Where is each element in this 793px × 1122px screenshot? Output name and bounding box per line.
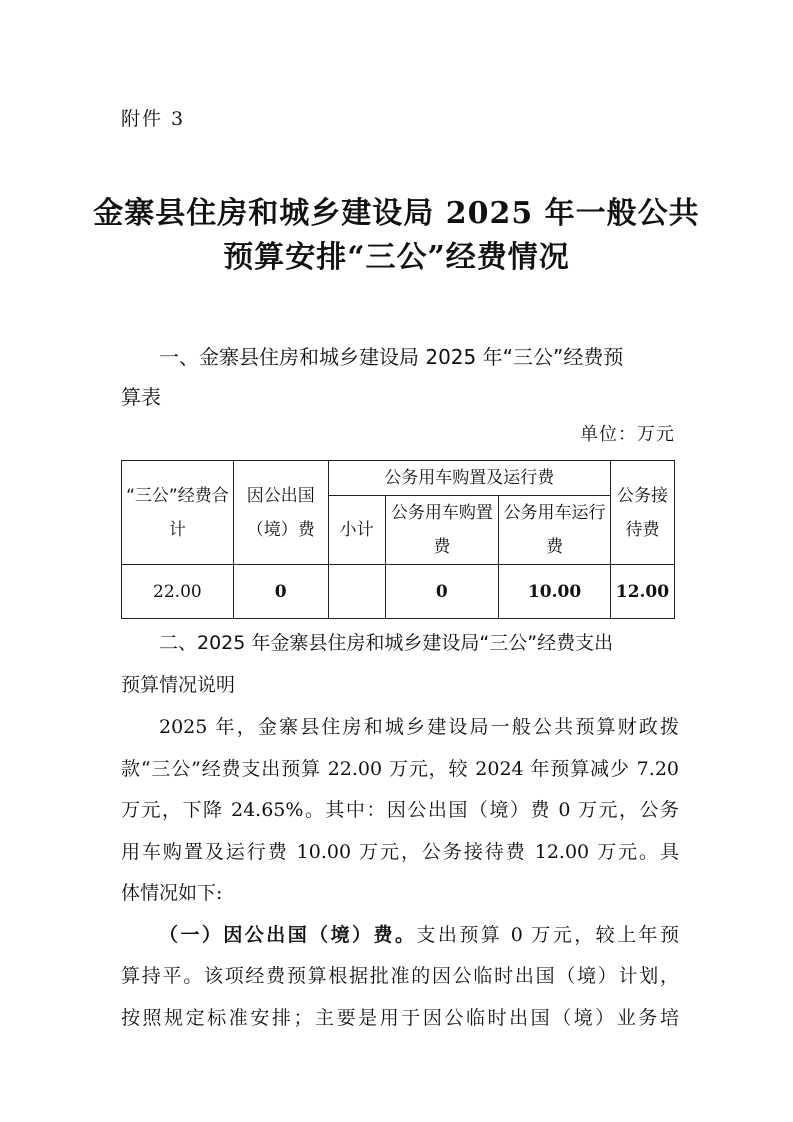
value-abroad: 0	[233, 565, 328, 619]
section-2-line-2: 预算情况说明	[121, 674, 236, 696]
section-2-heading	[121, 622, 679, 706]
header-purchase: 公务用车购置费	[385, 496, 499, 565]
value-reception: 12.00	[610, 565, 674, 619]
value-purchase: 0	[385, 565, 499, 619]
title-line-2: 预算安排“三公”经费情况	[223, 240, 570, 275]
header-vehicle: 公务用车购置及运行费	[328, 461, 610, 496]
value-total: 22.00	[122, 565, 234, 619]
header-reception: 公务接待费	[610, 461, 674, 565]
paragraph-abroad: （一）因公出国（境）费。支出预算 0 万元，较上年预 算持平。该项经费预算根据批准的因公临时出国（境）计划， 按照规定标准安排；主要是用于因公临时出国（境）业务培	[121, 923, 679, 1029]
value-operation: 10.00	[499, 565, 611, 619]
title-line-1: 金寨县住房和城乡建设局 2025 年一般公共	[93, 196, 700, 231]
body-text	[121, 707, 679, 1039]
paragraph-summary: 2025 年，金寨县住房和城乡建设局一般公共预算财政拨 款“三公”经费支出预算 22.00 万元，较 2024 年预算减少 7.20 万元，下降 24.65%。其中：因公出国（境）费 0 万元，公务 用车购置及运行费 10.00 万元，公务接待费 12.00 万元。具 体情况如下:	[121, 716, 679, 904]
subheading-abroad: （一）因公出国（境）费。	[159, 923, 417, 946]
document-title	[80, 192, 713, 280]
header-abroad: 因公出国（境）费	[233, 461, 328, 565]
header-subtotal: 小计	[328, 496, 385, 565]
budget-table	[121, 460, 675, 619]
header-operation: 公务用车运行费	[499, 496, 611, 565]
value-subtotal	[328, 565, 385, 619]
header-total: “三公”经费合计	[122, 461, 234, 565]
unit-label: 单位：万元	[580, 424, 675, 445]
section-1-line-2: 算表	[121, 385, 161, 409]
section-1-line-1: 一、金寨县住房和城乡建设局 2025 年“三公”经费预	[159, 345, 624, 369]
attachment-label: 附件 3	[121, 108, 186, 130]
section-1-heading	[121, 337, 679, 417]
section-2-line-1: 二、2025 年金寨县住房和城乡建设局“三公”经费支出	[159, 632, 614, 654]
